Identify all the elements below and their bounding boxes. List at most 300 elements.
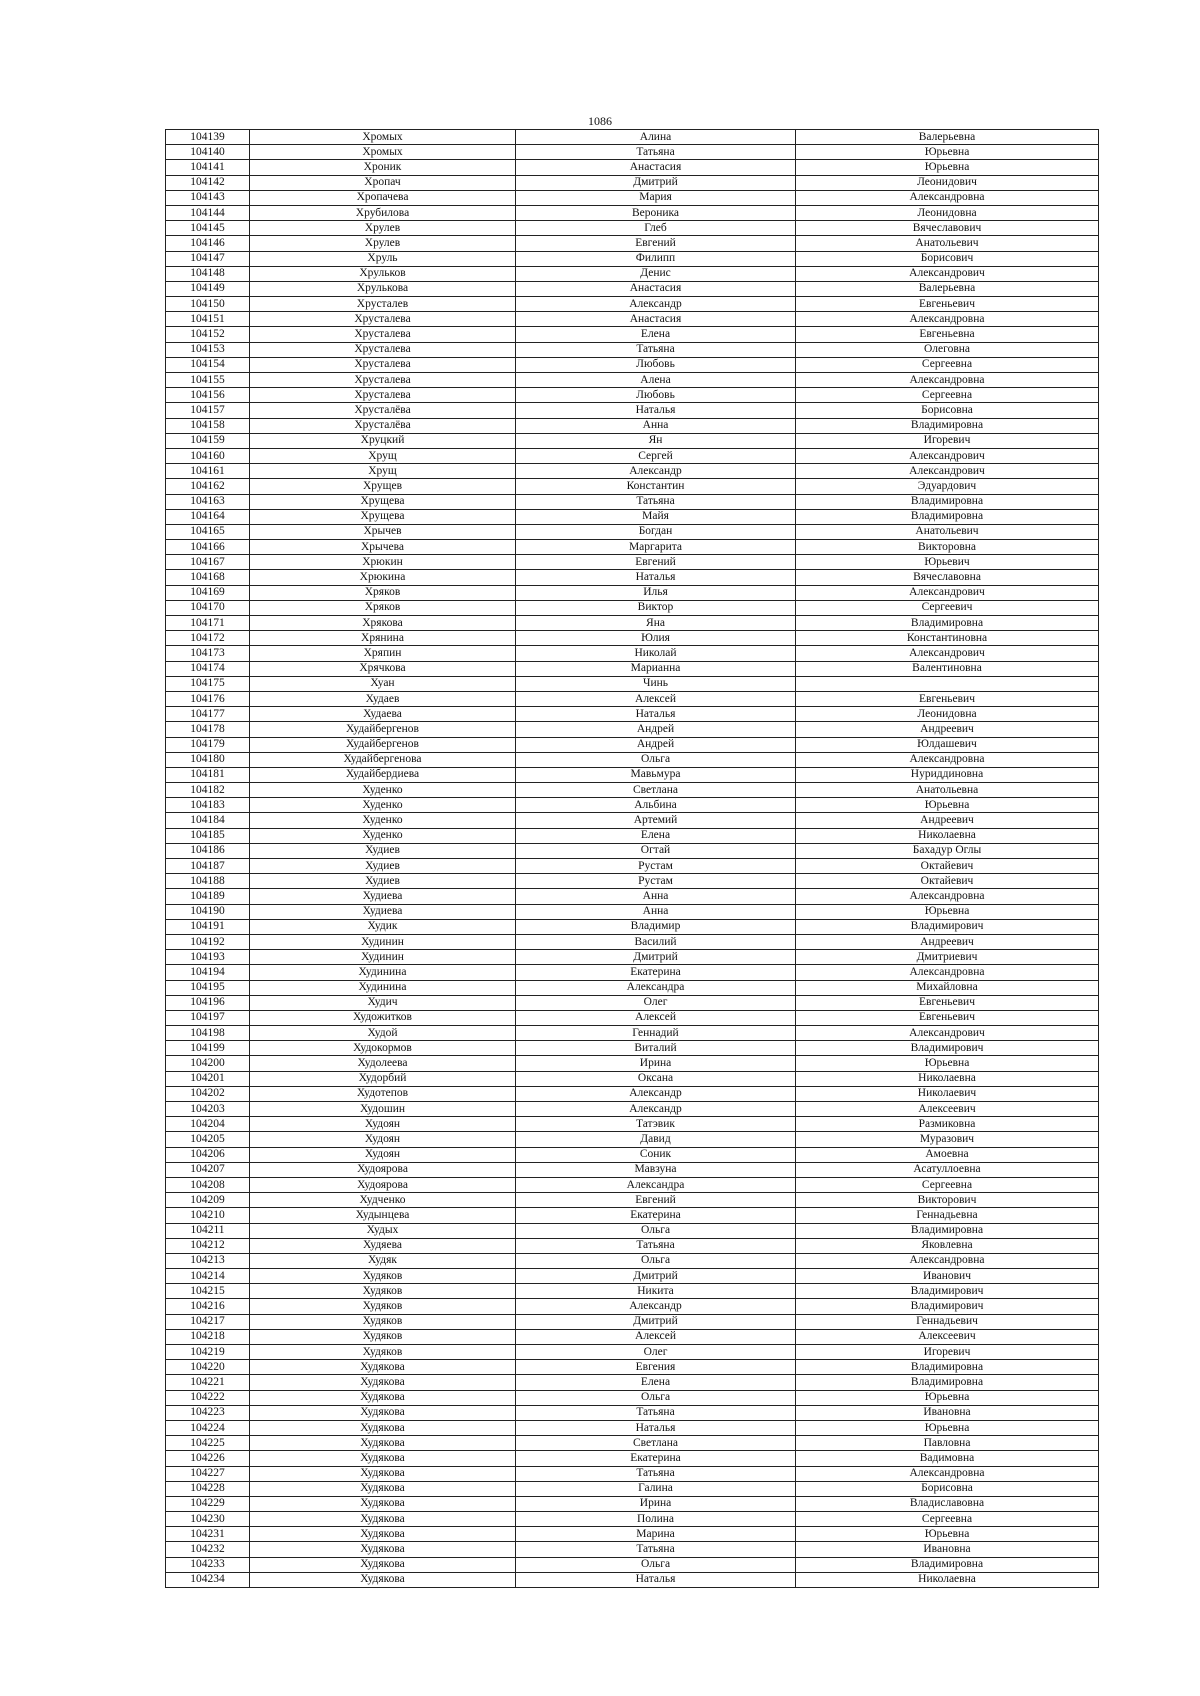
table-row (166, 1345, 1099, 1360)
patronymic-cell: Размиковна (796, 1117, 1099, 1132)
last-name-cell: Худяк (250, 1253, 516, 1268)
first-name-cell: Евгения (516, 1360, 796, 1375)
table-row (166, 737, 1099, 752)
first-name-cell: Мавзуна (516, 1162, 796, 1177)
record-id-cell: 104207 (166, 1162, 250, 1177)
patronymic-cell: Владимирович (796, 1041, 1099, 1056)
patronymic-cell: Владиславовна (796, 1496, 1099, 1511)
last-name-cell: Худяков (250, 1284, 516, 1299)
first-name-cell: Анастасия (516, 160, 796, 175)
record-id-cell: 104210 (166, 1208, 250, 1223)
first-name-cell: Светлана (516, 1436, 796, 1451)
patronymic-cell: Владимировна (796, 1557, 1099, 1572)
patronymic-cell: Дмитриевич (796, 950, 1099, 965)
patronymic-cell: Александровна (796, 373, 1099, 388)
table-row (166, 1147, 1099, 1162)
first-name-cell: Евгений (516, 1193, 796, 1208)
first-name-cell: Богдан (516, 524, 796, 539)
last-name-cell: Худинин (250, 934, 516, 949)
first-name-cell: Николай (516, 646, 796, 661)
patronymic-cell: Владимировна (796, 509, 1099, 524)
last-name-cell: Худяков (250, 1269, 516, 1284)
last-name-cell: Хруцкий (250, 433, 516, 448)
table-row (166, 312, 1099, 327)
patronymic-cell (796, 676, 1099, 691)
first-name-cell: Ольга (516, 752, 796, 767)
table-row (166, 1299, 1099, 1314)
record-id-cell: 104166 (166, 540, 250, 555)
patronymic-cell: Владимирович (796, 919, 1099, 934)
last-name-cell: Худоян (250, 1117, 516, 1132)
record-id-cell: 104197 (166, 1010, 250, 1025)
record-id-cell: 104203 (166, 1102, 250, 1117)
record-id-cell: 104212 (166, 1238, 250, 1253)
patronymic-cell: Муразович (796, 1132, 1099, 1147)
record-id-cell: 104202 (166, 1086, 250, 1101)
patronymic-cell: Александровна (796, 312, 1099, 327)
first-name-cell: Екатерина (516, 1208, 796, 1223)
record-id-cell: 104143 (166, 190, 250, 205)
table-row (166, 783, 1099, 798)
table-row (166, 843, 1099, 858)
patronymic-cell: Олеговна (796, 342, 1099, 357)
record-id-cell: 104160 (166, 448, 250, 463)
last-name-cell: Художитков (250, 1010, 516, 1025)
patronymic-cell: Асатуллоевна (796, 1162, 1099, 1177)
table-row (166, 631, 1099, 646)
first-name-cell: Сергей (516, 448, 796, 463)
patronymic-cell: Борисовна (796, 403, 1099, 418)
patronymic-cell: Владимировна (796, 1375, 1099, 1390)
patronymic-cell: Евгеньевна (796, 327, 1099, 342)
table-row (166, 570, 1099, 585)
patronymic-cell: Николаевна (796, 828, 1099, 843)
first-name-cell: Мария (516, 190, 796, 205)
record-id-cell: 104170 (166, 600, 250, 615)
table-row (166, 190, 1099, 205)
first-name-cell: Марина (516, 1527, 796, 1542)
last-name-cell: Худич (250, 995, 516, 1010)
patronymic-cell: Николаевна (796, 1572, 1099, 1587)
last-name-cell: Хрубилова (250, 205, 516, 220)
last-name-cell: Хряков (250, 585, 516, 600)
record-id-cell: 104200 (166, 1056, 250, 1071)
record-id-cell: 104201 (166, 1071, 250, 1086)
patronymic-cell: Валерьевна (796, 281, 1099, 296)
table-row (166, 494, 1099, 509)
record-id-cell: 104162 (166, 479, 250, 494)
last-name-cell: Худокормов (250, 1041, 516, 1056)
last-name-cell: Хрякова (250, 616, 516, 631)
patronymic-cell: Сергеевич (796, 600, 1099, 615)
record-id-cell: 104186 (166, 843, 250, 858)
last-name-cell: Худенко (250, 813, 516, 828)
patronymic-cell: Сергеевна (796, 1177, 1099, 1192)
first-name-cell: Александр (516, 1086, 796, 1101)
first-name-cell: Анна (516, 889, 796, 904)
record-id-cell: 104206 (166, 1147, 250, 1162)
first-name-cell: Полина (516, 1512, 796, 1527)
table-row (166, 1162, 1099, 1177)
patronymic-cell: Юрьевна (796, 1527, 1099, 1542)
first-name-cell: Ольга (516, 1223, 796, 1238)
first-name-cell: Галина (516, 1481, 796, 1496)
table-row (166, 479, 1099, 494)
last-name-cell: Худякова (250, 1436, 516, 1451)
table-row (166, 1253, 1099, 1268)
first-name-cell: Виталий (516, 1041, 796, 1056)
table-row (166, 616, 1099, 631)
last-name-cell: Худякова (250, 1572, 516, 1587)
first-name-cell: Анастасия (516, 312, 796, 327)
record-id-cell: 104220 (166, 1360, 250, 1375)
last-name-cell: Худик (250, 919, 516, 934)
first-name-cell: Ольга (516, 1253, 796, 1268)
record-id-cell: 104144 (166, 205, 250, 220)
record-id-cell: 104167 (166, 555, 250, 570)
patronymic-cell: Андреевич (796, 813, 1099, 828)
last-name-cell: Хряков (250, 600, 516, 615)
record-id-cell: 104175 (166, 676, 250, 691)
table-row (166, 130, 1099, 145)
table-row (166, 859, 1099, 874)
record-id-cell: 104147 (166, 251, 250, 266)
last-name-cell: Худиева (250, 889, 516, 904)
table-row (166, 1223, 1099, 1238)
table-row (166, 433, 1099, 448)
table-row (166, 722, 1099, 737)
first-name-cell: Майя (516, 509, 796, 524)
patronymic-cell: Владимировна (796, 1360, 1099, 1375)
table-row (166, 1375, 1099, 1390)
table-row (166, 1512, 1099, 1527)
table-row (166, 889, 1099, 904)
first-name-cell: Ирина (516, 1056, 796, 1071)
patronymic-cell: Сергеевна (796, 388, 1099, 403)
first-name-cell: Глеб (516, 221, 796, 236)
last-name-cell: Хроник (250, 160, 516, 175)
last-name-cell: Хрусталева (250, 388, 516, 403)
table-row (166, 934, 1099, 949)
first-name-cell: Андрей (516, 737, 796, 752)
last-name-cell: Худиев (250, 859, 516, 874)
patronymic-cell: Октайевич (796, 874, 1099, 889)
record-id-cell: 104231 (166, 1527, 250, 1542)
record-id-cell: 104180 (166, 752, 250, 767)
patronymic-cell: Анатольевич (796, 524, 1099, 539)
record-id-cell: 104225 (166, 1436, 250, 1451)
record-id-cell: 104148 (166, 266, 250, 281)
last-name-cell: Худяков (250, 1299, 516, 1314)
first-name-cell: Александра (516, 1177, 796, 1192)
last-name-cell: Худиев (250, 843, 516, 858)
first-name-cell: Александр (516, 1299, 796, 1314)
patronymic-cell: Александрович (796, 448, 1099, 463)
first-name-cell: Константин (516, 479, 796, 494)
patronymic-cell: Нуриддиновна (796, 767, 1099, 782)
first-name-cell: Александр (516, 464, 796, 479)
last-name-cell: Худоярова (250, 1177, 516, 1192)
first-name-cell: Андрей (516, 722, 796, 737)
table-row (166, 1102, 1099, 1117)
table-row (166, 251, 1099, 266)
record-id-cell: 104141 (166, 160, 250, 175)
first-name-cell: Алина (516, 130, 796, 145)
first-name-cell: Дмитрий (516, 950, 796, 965)
last-name-cell: Хрулев (250, 236, 516, 251)
table-row (166, 448, 1099, 463)
first-name-cell: Альбина (516, 798, 796, 813)
patronymic-cell: Константиновна (796, 631, 1099, 646)
patronymic-cell: Александрович (796, 646, 1099, 661)
last-name-cell: Худенко (250, 828, 516, 843)
patronymic-cell: Юрьевна (796, 1420, 1099, 1435)
last-name-cell: Худякова (250, 1527, 516, 1542)
last-name-cell: Худайбергенов (250, 737, 516, 752)
patronymic-cell: Александровна (796, 889, 1099, 904)
table-row (166, 585, 1099, 600)
last-name-cell: Хрюкина (250, 570, 516, 585)
patronymic-cell: Леонидович (796, 175, 1099, 190)
first-name-cell: Любовь (516, 388, 796, 403)
record-id-cell: 104191 (166, 919, 250, 934)
patronymic-cell: Валерьевна (796, 130, 1099, 145)
record-id-cell: 104159 (166, 433, 250, 448)
last-name-cell: Худолеева (250, 1056, 516, 1071)
first-name-cell: Наталья (516, 1420, 796, 1435)
record-id-cell: 104139 (166, 130, 250, 145)
first-name-cell: Ольга (516, 1390, 796, 1405)
first-name-cell: Василий (516, 934, 796, 949)
table-row (166, 175, 1099, 190)
first-name-cell: Александр (516, 1102, 796, 1117)
last-name-cell: Худенко (250, 783, 516, 798)
patronymic-cell: Владимировна (796, 616, 1099, 631)
first-name-cell: Наталья (516, 707, 796, 722)
first-name-cell: Филипп (516, 251, 796, 266)
table-row (166, 357, 1099, 372)
patronymic-cell: Ивановна (796, 1542, 1099, 1557)
record-id-cell: 104214 (166, 1269, 250, 1284)
first-name-cell: Олег (516, 995, 796, 1010)
last-name-cell: Худайбергенов (250, 722, 516, 737)
patronymic-cell: Ивановна (796, 1405, 1099, 1420)
last-name-cell: Хрущева (250, 509, 516, 524)
patronymic-cell: Евгеньевич (796, 691, 1099, 706)
last-name-cell: Худяков (250, 1314, 516, 1329)
first-name-cell: Александра (516, 980, 796, 995)
table-row (166, 1496, 1099, 1511)
first-name-cell: Любовь (516, 357, 796, 372)
last-name-cell: Худайбергенова (250, 752, 516, 767)
record-id-cell: 104171 (166, 616, 250, 631)
table-row (166, 661, 1099, 676)
last-name-cell: Худенко (250, 798, 516, 813)
last-name-cell: Хуан (250, 676, 516, 691)
patronymic-cell: Владимирович (796, 1284, 1099, 1299)
table-row (166, 1056, 1099, 1071)
table-row (166, 327, 1099, 342)
patronymic-cell: Анатольевич (796, 236, 1099, 251)
first-name-cell: Вероника (516, 205, 796, 220)
record-id-cell: 104146 (166, 236, 250, 251)
last-name-cell: Худайбердиева (250, 767, 516, 782)
table-row (166, 1481, 1099, 1496)
table-row (166, 145, 1099, 160)
record-id-cell: 104151 (166, 312, 250, 327)
table-row (166, 828, 1099, 843)
patronymic-cell: Вадимовна (796, 1451, 1099, 1466)
record-id-cell: 104224 (166, 1420, 250, 1435)
table-row (166, 904, 1099, 919)
record-id-cell: 104182 (166, 783, 250, 798)
patronymic-cell: Александровна (796, 190, 1099, 205)
table-row (166, 1026, 1099, 1041)
last-name-cell: Худоян (250, 1147, 516, 1162)
record-id-cell: 104229 (166, 1496, 250, 1511)
first-name-cell: Алексей (516, 1329, 796, 1344)
record-id-cell: 104179 (166, 737, 250, 752)
record-id-cell: 104228 (166, 1481, 250, 1496)
record-id-cell: 104184 (166, 813, 250, 828)
table-row (166, 221, 1099, 236)
record-id-cell: 104140 (166, 145, 250, 160)
record-id-cell: 104150 (166, 297, 250, 312)
record-id-cell: 104209 (166, 1193, 250, 1208)
last-name-cell: Хрячкова (250, 661, 516, 676)
patronymic-cell: Вячеславовна (796, 570, 1099, 585)
record-id-cell: 104153 (166, 342, 250, 357)
first-name-cell: Владимир (516, 919, 796, 934)
table-row (166, 236, 1099, 251)
table-row (166, 1527, 1099, 1542)
record-id-cell: 104183 (166, 798, 250, 813)
table-row (166, 1208, 1099, 1223)
table-row (166, 1572, 1099, 1587)
record-id-cell: 104230 (166, 1512, 250, 1527)
record-id-cell: 104198 (166, 1026, 250, 1041)
first-name-cell: Анна (516, 904, 796, 919)
first-name-cell: Наталья (516, 1572, 796, 1587)
first-name-cell: Елена (516, 828, 796, 843)
table-row (166, 1238, 1099, 1253)
table-row (166, 752, 1099, 767)
first-name-cell: Анна (516, 418, 796, 433)
record-id-cell: 104164 (166, 509, 250, 524)
last-name-cell: Худаев (250, 691, 516, 706)
table-row (166, 1542, 1099, 1557)
record-id-cell: 104172 (166, 631, 250, 646)
table-row (166, 281, 1099, 296)
table-row (166, 676, 1099, 691)
last-name-cell: Хрущева (250, 494, 516, 509)
record-id-cell: 104205 (166, 1132, 250, 1147)
record-id-cell: 104149 (166, 281, 250, 296)
first-name-cell: Илья (516, 585, 796, 600)
table-row (166, 1041, 1099, 1056)
patronymic-cell: Октайевич (796, 859, 1099, 874)
record-id-cell: 104194 (166, 965, 250, 980)
record-id-cell: 104158 (166, 418, 250, 433)
record-id-cell: 104163 (166, 494, 250, 509)
last-name-cell: Хрусталева (250, 342, 516, 357)
last-name-cell: Худякова (250, 1420, 516, 1435)
patronymic-cell: Юрьевна (796, 798, 1099, 813)
last-name-cell: Хрянина (250, 631, 516, 646)
table-row (166, 266, 1099, 281)
first-name-cell: Евгений (516, 236, 796, 251)
table-row (166, 1451, 1099, 1466)
patronymic-cell: Юрьевна (796, 160, 1099, 175)
record-id-cell: 104233 (166, 1557, 250, 1572)
record-id-cell: 104181 (166, 767, 250, 782)
table-row (166, 950, 1099, 965)
first-name-cell: Светлана (516, 783, 796, 798)
patronymic-cell: Леонидовна (796, 707, 1099, 722)
record-id-cell: 104177 (166, 707, 250, 722)
record-id-cell: 104145 (166, 221, 250, 236)
first-name-cell: Дмитрий (516, 1269, 796, 1284)
patronymic-cell: Евгеньевич (796, 297, 1099, 312)
table-row (166, 965, 1099, 980)
last-name-cell: Худяева (250, 1238, 516, 1253)
patronymic-cell: Юрьевна (796, 1056, 1099, 1071)
first-name-cell: Ян (516, 433, 796, 448)
last-name-cell: Хрусталева (250, 373, 516, 388)
table-row (166, 1010, 1099, 1025)
table-row (166, 342, 1099, 357)
last-name-cell: Хрулев (250, 221, 516, 236)
first-name-cell: Ирина (516, 1496, 796, 1511)
patronymic-cell: Юрьевна (796, 904, 1099, 919)
patronymic-cell: Евгеньевич (796, 1010, 1099, 1025)
table-row (166, 646, 1099, 661)
table-row (166, 540, 1099, 555)
record-id-cell: 104188 (166, 874, 250, 889)
record-id-cell: 104199 (166, 1041, 250, 1056)
first-name-cell: Чинь (516, 676, 796, 691)
table-row (166, 1360, 1099, 1375)
last-name-cell: Хрущев (250, 479, 516, 494)
first-name-cell: Рустам (516, 859, 796, 874)
patronymic-cell: Викторович (796, 1193, 1099, 1208)
patronymic-cell: Михайловна (796, 980, 1099, 995)
last-name-cell: Худякова (250, 1512, 516, 1527)
last-name-cell: Худякова (250, 1481, 516, 1496)
patronymic-cell: Геннадьевна (796, 1208, 1099, 1223)
first-name-cell: Татьяна (516, 1542, 796, 1557)
patronymic-cell: Игоревич (796, 433, 1099, 448)
patronymic-cell: Эдуардович (796, 479, 1099, 494)
record-id-cell: 104154 (166, 357, 250, 372)
table-row (166, 980, 1099, 995)
patronymic-cell: Александрович (796, 464, 1099, 479)
patronymic-cell: Сергеевна (796, 1512, 1099, 1527)
table-row (166, 388, 1099, 403)
patronymic-cell: Андреевич (796, 934, 1099, 949)
record-id-cell: 104168 (166, 570, 250, 585)
last-name-cell: Хрычева (250, 540, 516, 555)
last-name-cell: Хрулькова (250, 281, 516, 296)
record-id-cell: 104218 (166, 1329, 250, 1344)
patronymic-cell: Павловна (796, 1436, 1099, 1451)
patronymic-cell: Анатольевна (796, 783, 1099, 798)
first-name-cell: Татьяна (516, 494, 796, 509)
last-name-cell: Хрюкин (250, 555, 516, 570)
patronymic-cell: Александровна (796, 1466, 1099, 1481)
patronymic-cell: Борисовна (796, 1481, 1099, 1496)
patronymic-cell: Вячеславович (796, 221, 1099, 236)
